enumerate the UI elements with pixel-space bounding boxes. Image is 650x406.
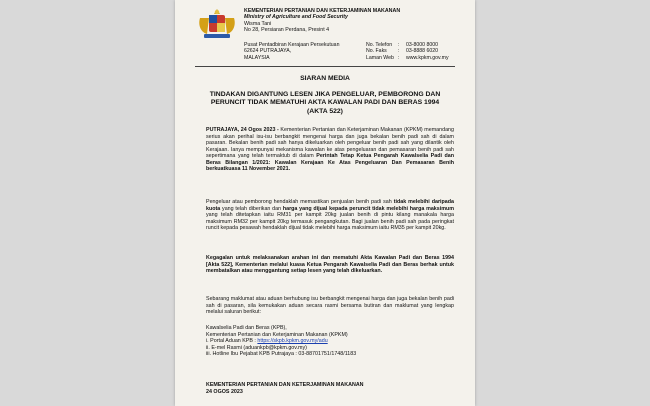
address-line: 62624 PUTRAJAYA, <box>244 48 292 55</box>
paragraph-complaints: Sebarang maklumat atau aduan berhubung isu berbangkit mengenai harga dan juga bekalan benih padi sah di pasaran, sila kemukakan aduan secara rasmi bersama butiran dan maklumat yang lengkap melalui saluran berikut: <box>206 296 454 316</box>
contact-value: 03-8888 6020 <box>406 48 439 55</box>
postal-address <box>244 42 339 61</box>
contact-label: No. Faks <box>366 48 387 55</box>
paragraph-intro <box>206 127 454 173</box>
address-line: MALAYSIA <box>244 54 270 61</box>
pricing-text: yang telah ditetapkan iaitu RM31 per kampit 20kg jualan benih di pintu kilang manakala harga maksimum RM32 per kampit 20kg termasuk pengangkutan. Bagi jualan benih padi sah pada peringkat runcit kepada pesawah hendaklah dijual tidak melebihi harga maksimum iaitu RM35 per kampit 20kg. <box>206 212 454 232</box>
contact-label: No. Telefon <box>366 42 393 48</box>
paragraph-enforcement: Kegagalan untuk melaksanakan arahan ini dan mematuhi Akta Kawalan Padi dan Beras 1994 [Akta 522], Kementerian melalui kuasa Ketua Pengarah Kawalselia Padi dan Beras berhak untuk membatalkan atau menggantung setiap lesen yang telah dikeluarkan. <box>206 255 454 275</box>
signing-date: 24 OGOS 2023 <box>206 388 243 395</box>
intro-text: Kementerian Pertanian dan Keterjaminan Makanan (KPKM) memandang serius akan perihal isu-isu berbangkit mengenai harga dan juga bekalan benih padi sah di dalam pasaran. Bekalan benih padi sah hanya dikeluarkan oleh pengeluar benih padi sah yang dilantik oleh Kerajaan. Ianya mempunyai mekanisma kawalan ke atas pengeluaran dan pemasaran benih padi sah sepertimana yang telah termaktub di dalam <box>206 127 454 160</box>
document-subtitle: TINDAKAN DIGANTUNG LESEN JIKA PENGELUAR, PEMBORONG DAN PERUNCIT TIDAK MEMATUHI AKTA KAWALAN PADI DAN BERAS 1994 (AKTA 522) <box>209 91 441 115</box>
letterhead-block <box>244 8 400 34</box>
directive-reference: Perintah Tetap Ketua Pengarah Kawalselia Padi dan Beras Bilangan 1/2021: Kawalan Kerajaan Ke Atas Pengeluaran Dan Pemasaran Benih berkuatkuasa 11 November 2021. <box>206 153 454 173</box>
portal-link[interactable]: https://skpb.kpkm.gov.my/adu <box>257 338 328 345</box>
document-title: SIARAN MEDIA <box>300 75 350 82</box>
press-release-page <box>175 0 475 406</box>
hotline-line: iii. Hotline Ibu Pejabat KPB Putrajaya : 03-88701751/1748/1183 <box>206 351 357 358</box>
ministry-name-en: Ministry of Agriculture and Food Security <box>244 14 348 21</box>
header-divider <box>195 66 455 67</box>
street-address: No 28, Persiaran Perdana, Presint 4 <box>244 27 330 34</box>
pricing-text: yang telah diberikan dan <box>220 205 283 212</box>
complaint-channels <box>206 325 454 358</box>
ministry-name-ms: KEMENTERIAN PERTANIAN DAN KETERJAMINAN MAKANAN <box>244 8 401 14</box>
quota-emphasis: tidak melebihi daripada kuota <box>206 199 454 212</box>
price-emphasis: harga yang dijual kepada peruncit tidak melebihi harga maksimum <box>282 205 454 212</box>
portal-label: i. Portal Aduan KPB : <box>206 338 258 345</box>
building-name: Wisma Tani <box>244 20 272 27</box>
malaysia-coat-of-arms-logo <box>195 6 239 42</box>
contact-value: 03-8000 8000 <box>406 42 439 48</box>
channel-line: Kementerian Pertanian dan Keterjaminan Makanan (KPKM) <box>206 331 348 338</box>
contact-details: No. Telefon : 03-8000 8000 No. Faks : 03-8888 6020 Laman Web : www.kpkm.gov.my <box>366 42 449 61</box>
signature-block <box>206 382 454 395</box>
signing-organisation: KEMENTERIAN PERTANIAN DAN KETERJAMINAN MAKANAN <box>206 382 364 388</box>
address-line: Pusat Pentadbiran Kerajaan Persekutuan <box>244 42 340 48</box>
dateline: PUTRAJAYA, 24 Ogos 2023 - <box>206 127 279 133</box>
paragraph-pricing <box>206 199 454 232</box>
contact-label: Laman Web <box>366 54 394 61</box>
contact-value: www.kpkm.gov.my <box>406 54 449 61</box>
channel-line: Kawalselia Padi dan Beras (KPB), <box>206 325 287 331</box>
email-line: ii. E-mel Rasmi (aduankpb@kpkm.gov.my) <box>206 344 307 351</box>
pricing-text: Pengeluar atau pemborong hendaklah memastikan penjualan benih padi sah <box>206 199 394 205</box>
